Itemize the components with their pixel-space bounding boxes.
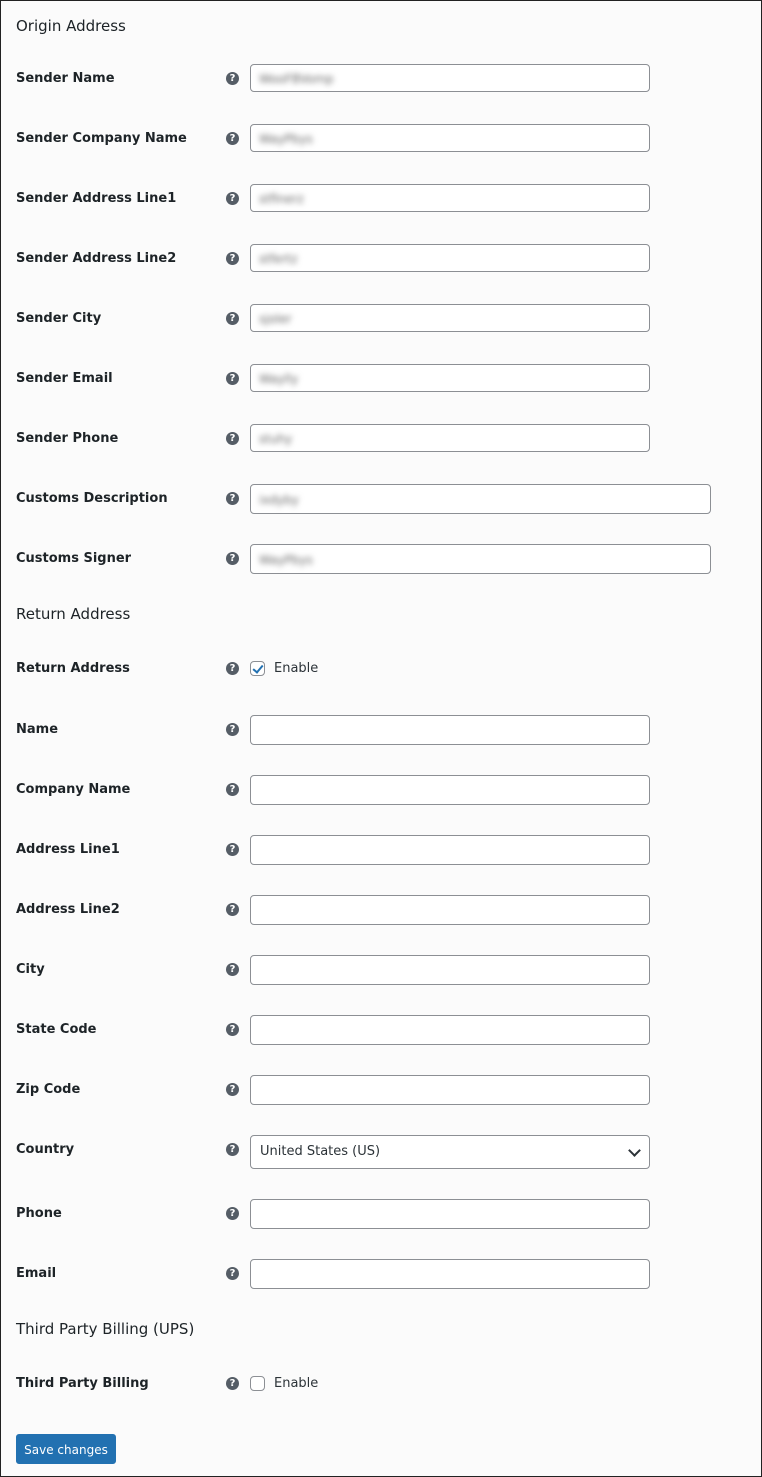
label-customs-signer: Customs Signer: [16, 551, 132, 566]
return-address2-input[interactable]: [250, 895, 650, 925]
help-icon[interactable]: ?: [226, 1207, 239, 1220]
label-email: Email: [16, 1266, 57, 1281]
return-state-input[interactable]: [250, 1015, 650, 1045]
help-icon[interactable]: ?: [226, 903, 239, 916]
label-sender-address1: Sender Address Line1: [16, 191, 177, 206]
return-email-input[interactable]: [250, 1259, 650, 1289]
help-icon[interactable]: ?: [226, 372, 239, 385]
section-title-return: Return Address: [16, 605, 131, 623]
sender-address1-value: stfinerz: [259, 192, 304, 206]
sender-address2-value: stfertz: [259, 252, 298, 266]
label-company-name: Company Name: [16, 782, 131, 797]
help-icon[interactable]: ?: [226, 1143, 239, 1156]
label-third-party-billing: Third Party Billing: [16, 1376, 149, 1391]
third-party-billing-checkbox[interactable]: [250, 1376, 265, 1391]
sender-company-input[interactable]: [250, 124, 650, 152]
help-icon[interactable]: ?: [226, 432, 239, 445]
checkmark-icon: [252, 662, 263, 674]
help-icon[interactable]: ?: [226, 252, 239, 265]
chevron-down-icon: [628, 1144, 641, 1157]
sender-address1-input[interactable]: [250, 184, 650, 212]
label-phone: Phone: [16, 1206, 62, 1221]
label-address1: Address Line1: [16, 842, 120, 857]
sender-email-input[interactable]: [250, 364, 650, 392]
label-sender-name: Sender Name: [16, 71, 115, 86]
sender-phone-value: stuhy: [259, 432, 293, 446]
help-icon[interactable]: ?: [226, 843, 239, 856]
return-zip-input[interactable]: [250, 1075, 650, 1105]
help-icon[interactable]: ?: [226, 662, 239, 675]
return-address-enable-label[interactable]: Enable: [274, 661, 319, 676]
return-city-input[interactable]: [250, 955, 650, 985]
label-city: City: [16, 962, 45, 977]
label-sender-city: Sender City: [16, 311, 102, 326]
help-icon[interactable]: ?: [226, 72, 239, 85]
sender-phone-input[interactable]: [250, 424, 650, 452]
country-select[interactable]: [250, 1135, 650, 1169]
return-address1-input[interactable]: [250, 835, 650, 865]
customs-signer-input[interactable]: [250, 544, 711, 574]
customs-description-value: ixdyby: [259, 493, 299, 507]
label-name: Name: [16, 722, 59, 737]
help-icon[interactable]: ?: [226, 963, 239, 976]
sender-email-value: Waylly: [259, 372, 299, 386]
return-address-checkbox[interactable]: [250, 661, 265, 676]
help-icon[interactable]: ?: [226, 132, 239, 145]
sender-name-value: WooFBVomp: [259, 72, 334, 86]
sender-city-value: sjoler: [259, 312, 292, 326]
help-icon[interactable]: ?: [226, 1377, 239, 1390]
third-party-enable-label[interactable]: Enable: [274, 1376, 319, 1391]
label-zip-code: Zip Code: [16, 1082, 81, 1097]
label-customs-description: Customs Description: [16, 491, 168, 506]
sender-city-input[interactable]: [250, 304, 650, 332]
label-return-address: Return Address: [16, 661, 130, 676]
return-phone-input[interactable]: [250, 1199, 650, 1229]
sender-name-input[interactable]: [250, 64, 650, 92]
help-icon[interactable]: ?: [226, 783, 239, 796]
label-sender-email: Sender Email: [16, 371, 113, 386]
return-company-input[interactable]: [250, 775, 650, 805]
help-icon[interactable]: ?: [226, 1023, 239, 1036]
label-state-code: State Code: [16, 1022, 97, 1037]
label-sender-company: Sender Company Name: [16, 131, 187, 146]
help-icon[interactable]: ?: [226, 192, 239, 205]
help-icon[interactable]: ?: [226, 492, 239, 505]
label-sender-address2: Sender Address Line2: [16, 251, 177, 266]
label-address2: Address Line2: [16, 902, 120, 917]
section-title-third-party: Third Party Billing (UPS): [16, 1320, 195, 1338]
label-country: Country: [16, 1142, 75, 1157]
sender-address2-input[interactable]: [250, 244, 650, 272]
help-icon[interactable]: ?: [226, 1083, 239, 1096]
customs-signer-value: WayPbys: [259, 553, 313, 567]
help-icon[interactable]: ?: [226, 552, 239, 565]
help-icon[interactable]: ?: [226, 1267, 239, 1280]
section-title-origin: Origin Address: [16, 17, 126, 35]
help-icon[interactable]: ?: [226, 723, 239, 736]
return-name-input[interactable]: [250, 715, 650, 745]
sender-company-value: WayPbys: [259, 132, 313, 146]
customs-description-input[interactable]: [250, 484, 711, 514]
help-icon[interactable]: ?: [226, 312, 239, 325]
country-selected-value: United States (US): [260, 1144, 381, 1159]
save-changes-button[interactable]: Save changes: [16, 1434, 116, 1464]
label-sender-phone: Sender Phone: [16, 431, 119, 446]
